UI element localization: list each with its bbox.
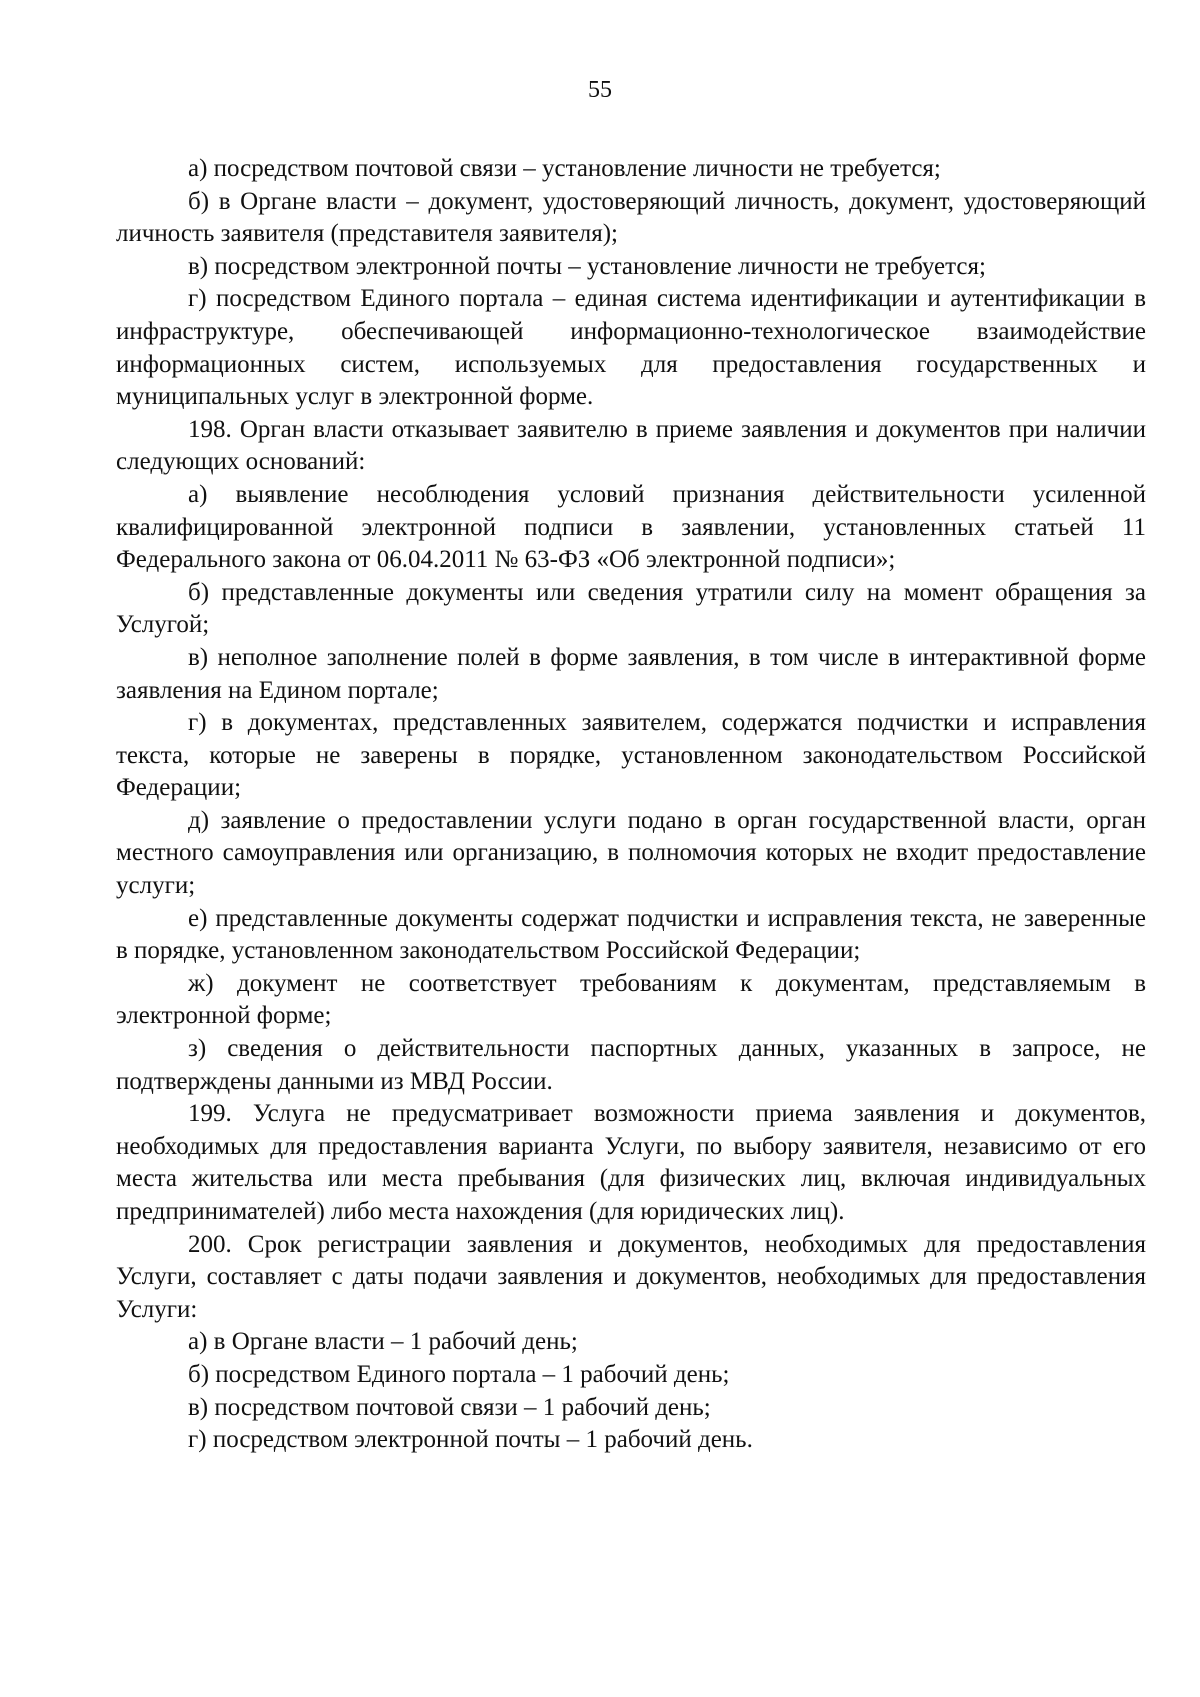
paragraph-198: 198. Орган власти отказывает заявителю в приеме заявления и документов при наличии следующих оснований: xyxy=(116,415,1146,476)
paragraph: в) посредством почтовой связи – 1 рабочий день; xyxy=(188,1393,711,1421)
page-number: 55 xyxy=(588,77,612,103)
paragraph: б) представленные документы или сведения утратили силу на момент обращения за Услугой; xyxy=(116,578,1146,639)
paragraph: г) в документах, представленных заявителем, содержатся подчистки и исправления текста, которые не заверены в порядке, установленном законодательством Российской Федерации; xyxy=(116,709,1146,802)
paragraph: б) посредством Единого портала – 1 рабочий день; xyxy=(188,1360,730,1388)
paragraph-200: 200. Срок регистрации заявления и документов, необходимых для предоставления Услуги, составляет с даты подачи заявления и документов, необходимых для предоставления Услуги: xyxy=(116,1230,1146,1323)
paragraph: г) посредством Единого портала – единая система идентификации и аутентификации в инфраструктуре, обеспечивающей информационно-технологическое взаимодействие информационных систем, используемых для предоставления государственных и муниципальных услуг в электронной форме. xyxy=(116,285,1146,411)
paragraph: з) сведения о действительности паспортных данных, указанных в запросе, не подтверждены данными из МВД России. xyxy=(116,1035,1146,1095)
paragraph: в) посредством электронной почты – установление личности не требуется; xyxy=(188,252,986,280)
paragraph: г) посредством электронной почты – 1 рабочий день. xyxy=(188,1426,753,1454)
paragraph: д) заявление о предоставлении услуги подано в орган государственной власти, орган местного самоуправления или организацию, в полномочия которых не входит предоставление услуги; xyxy=(116,806,1146,900)
paragraph: в) неполное заполнение полей в форме заявления, в том числе в интерактивной форме заявления на Едином портале; xyxy=(116,643,1146,704)
paragraph: ж) документ не соответствует требованиям к документам, представляемым в электронной форме; xyxy=(116,969,1146,1030)
paragraph: б) в Органе власти – документ, удостоверяющий личность, документ, удостоверяющий личность заявителя (представителя заявителя); xyxy=(116,187,1146,248)
document-body xyxy=(116,153,1146,1457)
paragraph-199: 199. Услуга не предусматривает возможности приема заявления и документов, необходимых для предоставления варианта Услуги, по выбору заявителя, независимо от его места жительства или места пребывания (для физических лиц, включая индивидуальных предпринимателей) либо места нахождения (для юридических лиц). xyxy=(116,1100,1146,1225)
paragraph: а) посредством почтовой связи – установление личности не требуется; xyxy=(188,155,941,182)
paragraph: а) выявление несоблюдения условий признания действительности усиленной квалифицированной электронной подписи в заявлении, установленных статьей 11 Федерального закона от 06.04.2011 № 63-ФЗ «Об электронной подписи»; xyxy=(116,480,1146,574)
paragraph: е) представленные документы содержат подчистки и исправления текста, не заверенные в порядке, установленном законодательством Российской Федерации; xyxy=(116,904,1146,965)
paragraph: а) в Органе власти – 1 рабочий день; xyxy=(188,1328,578,1356)
